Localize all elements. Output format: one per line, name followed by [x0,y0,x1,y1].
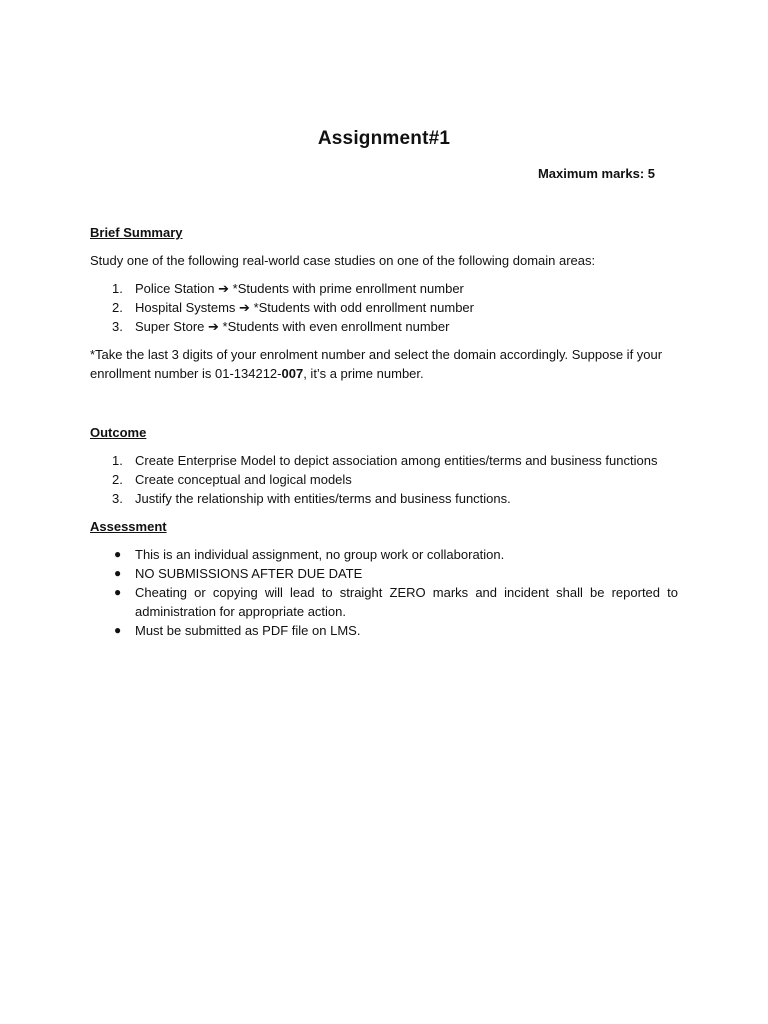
domain-list-item [90,298,678,317]
assessment-text: Must be submitted as PDF file on LMS. [135,623,361,638]
list-number: 1. [112,281,123,296]
assessment-list-item [90,564,678,583]
assessment-list-item [90,621,678,640]
bullet-icon: ● [114,585,122,599]
domain-name: Super Store [135,319,205,334]
brief-summary-heading: Brief Summary [90,225,183,240]
arrow-right-icon: ➔ [218,281,230,296]
domain-name: Hospital Systems [135,300,236,315]
maximum-marks: Maximum marks: 5 [537,166,655,181]
domain-list-item [90,279,678,298]
domain-list-item [90,317,678,336]
bullet-icon: ● [114,623,122,637]
outcome-list-item [90,470,678,489]
arrow-right-icon: ➔ [208,319,219,334]
domain-criterion: *Students with even enrollment number [222,319,450,334]
assessment-list-item [90,545,678,564]
assessment-text: This is an individual assignment, no group work or collaboration. [135,547,505,562]
list-number: 2. [112,300,123,315]
arrow-right-icon: ➔ [239,300,250,315]
outcome-text: Justify the relationship with entities/terms and business functions. [135,491,511,506]
domain-list [90,279,678,336]
outcome-list-item [90,489,678,508]
domain-name: Police Station [135,281,215,296]
domain-criterion: *Students with prime enrollment number [232,281,464,296]
outcome-text: Create Enterprise Model to depict association among entities/terms and business functions [135,453,658,468]
assessment-text: NO SUBMISSIONS AFTER DUE DATE [135,566,363,581]
outcome-list-item [90,451,678,470]
enrollment-note-text: *Take the last 3 digits of your enrolment number and select the domain accordingly. Suppose if your enrollment number is 01-134212- [90,347,663,381]
enrollment-note-example: 007 [281,366,304,381]
outcome-text: Create conceptual and logical models [135,472,352,487]
assessment-text: Cheating or copying will lead to straight ZERO marks and incident shall be reported to administration for appropriate action. [135,585,678,619]
outcome-heading: Outcome [90,425,147,440]
bullet-icon: ● [114,566,122,580]
outcome-list [90,451,678,508]
brief-summary-intro: Study one of the following real-world case studies on one of the following domain areas: [90,253,596,268]
assessment-list [90,545,678,640]
list-number: 3. [112,319,123,334]
assessment-list-item [90,583,678,621]
list-number: 3. [112,491,123,506]
bullet-icon: ● [114,547,122,561]
enrollment-note [90,345,678,383]
document-title: Assignment#1 [317,128,451,149]
section-spacer [90,392,678,423]
list-number: 1. [112,453,123,468]
list-number: 2. [112,472,123,487]
assessment-heading: Assessment [90,519,167,534]
domain-criterion: *Students with odd enrollment number [253,300,474,315]
document-body [90,223,678,649]
enrollment-note-suffix: , it’s a prime number. [303,366,424,381]
